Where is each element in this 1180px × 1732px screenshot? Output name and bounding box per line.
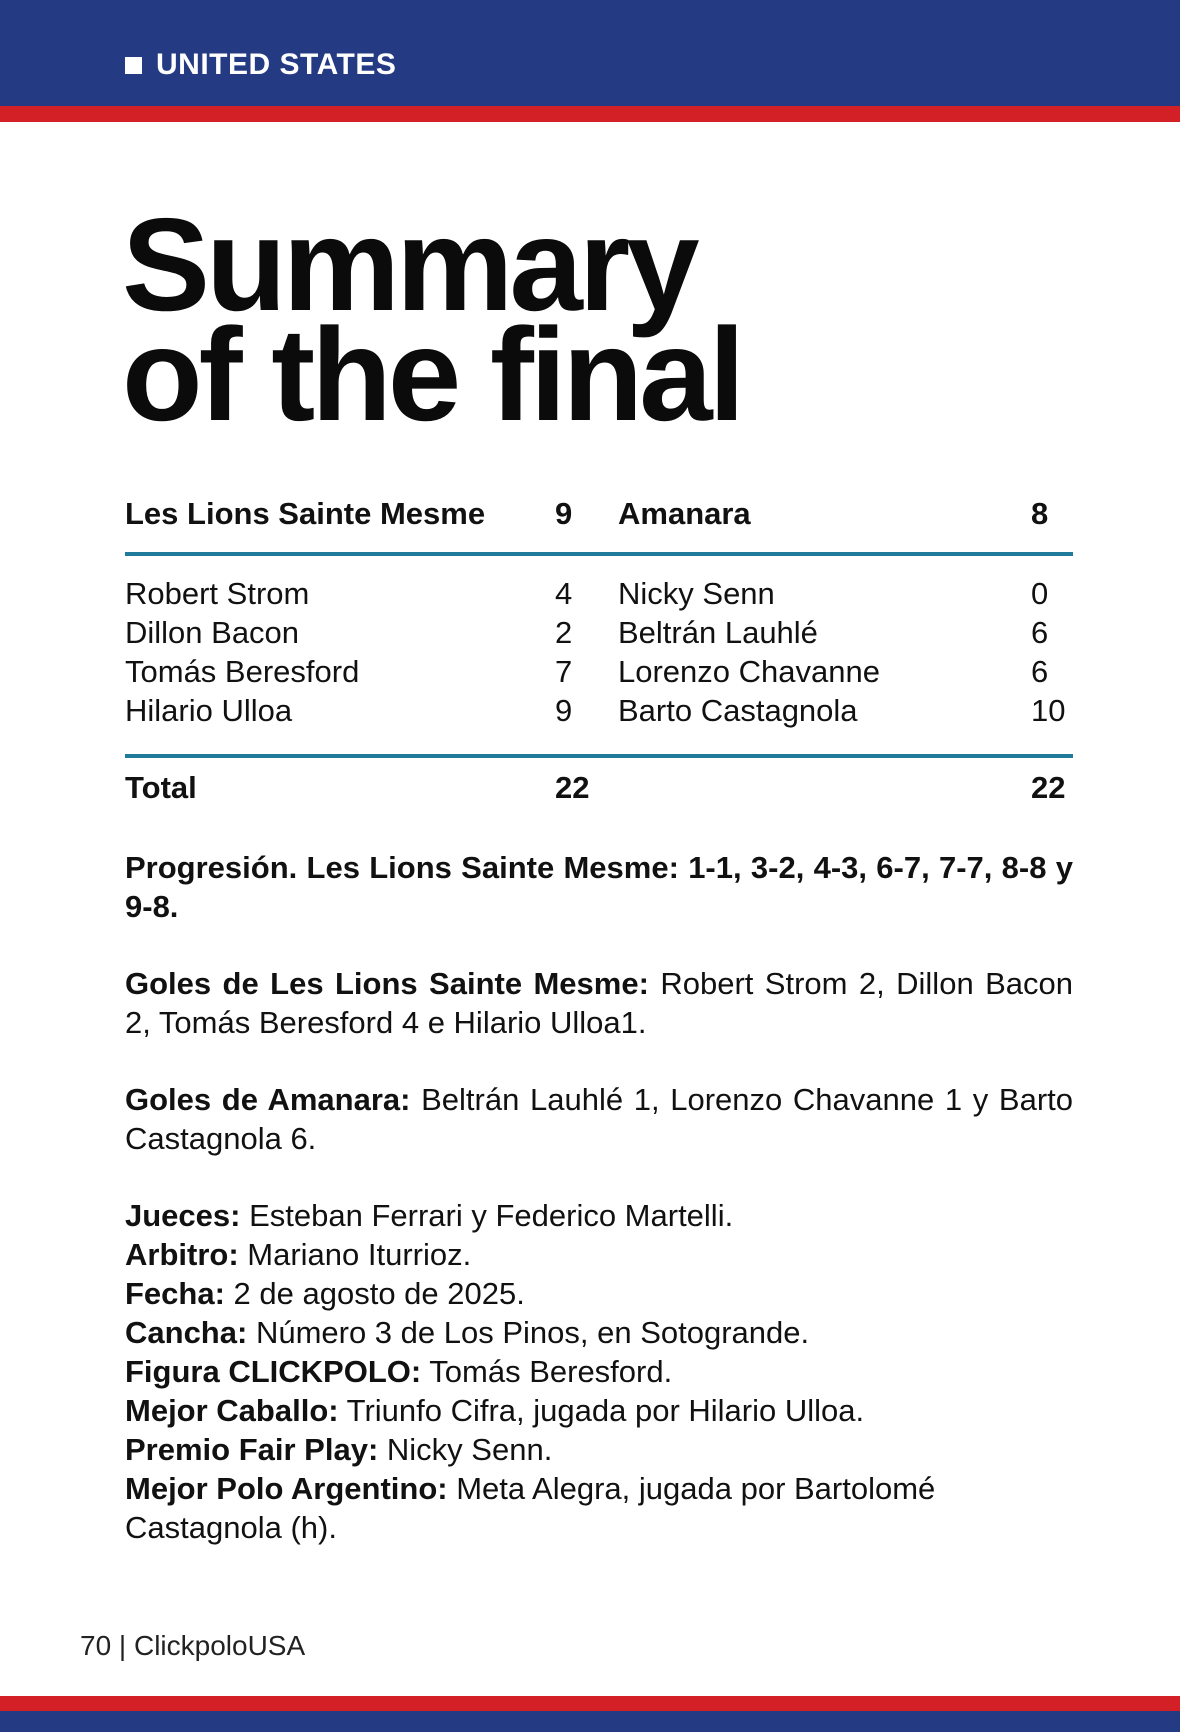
away-player-name: Beltrán Lauhlé <box>618 615 818 650</box>
total-row <box>125 770 1073 809</box>
detail-label: Mejor Caballo: <box>125 1393 339 1428</box>
section-label <box>125 48 396 82</box>
detail-label: Figura CLICKPOLO: <box>125 1354 422 1389</box>
home-player-value: 4 <box>555 576 573 611</box>
detail-line <box>125 1391 1073 1430</box>
goals-away-label: Goles de Amanara: <box>125 1082 411 1117</box>
detail-text: Esteban Ferrari y Federico Martelli. <box>249 1198 734 1233</box>
detail-label: Arbitro: <box>125 1237 239 1272</box>
detail-label: Cancha: <box>125 1315 248 1350</box>
header-red-stripe <box>0 106 1180 122</box>
detail-line <box>125 1352 1073 1391</box>
detail-line <box>125 1469 1073 1547</box>
square-bullet-icon <box>125 57 142 74</box>
progression: Progresión. Les Lions Sainte Mesme: 1-1, 3-2, 4-3, 6-7, 7-7, 8-8 y 9-8. <box>125 850 1073 924</box>
title-line-2: of the final <box>122 301 742 448</box>
away-player-name: Barto Castagnola <box>618 693 858 728</box>
home-player-value: 7 <box>555 654 573 689</box>
goals-home-label: Goles de Les Lions Sainte Mesme: <box>125 966 649 1001</box>
away-player-value: 6 <box>1031 615 1049 650</box>
home-team-name: Les Lions Sainte Mesme <box>125 496 486 531</box>
table-divider-bottom <box>125 754 1073 758</box>
home-player-name: Robert Strom <box>125 576 310 611</box>
detail-label: Premio Fair Play: <box>125 1432 379 1467</box>
detail-line <box>125 1196 1073 1235</box>
detail-text: Mariano Iturrioz. <box>247 1237 472 1272</box>
away-player-value: 6 <box>1031 654 1049 689</box>
footer-red-stripe <box>0 1696 1180 1711</box>
title-line-1: Summary <box>122 191 696 338</box>
away-player-value: 10 <box>1031 693 1066 728</box>
team-header-row <box>125 496 1073 552</box>
player-row <box>125 654 1073 693</box>
away-team-name: Amanara <box>618 496 751 531</box>
detail-label: Mejor Polo Argentino: <box>125 1471 448 1506</box>
detail-line <box>125 1313 1073 1352</box>
player-row <box>125 576 1073 615</box>
detail-text: Número 3 de Los Pinos, en Sotogrande. <box>255 1315 810 1350</box>
match-summary <box>125 848 1073 1547</box>
footer-bar <box>0 1711 1180 1732</box>
home-player-value: 9 <box>555 693 573 728</box>
away-player-name: Lorenzo Chavanne <box>618 654 880 689</box>
page-footer: 70 | ClickpoloUSA <box>80 1630 306 1661</box>
away-player-value: 0 <box>1031 576 1049 611</box>
goals-home-text: Robert Strom 2, Dillon Bacon 2, Tomás Beresford 4 e Hilario Ulloa1. <box>125 966 1073 1040</box>
home-player-name: Dillon Bacon <box>125 615 300 650</box>
home-team-score: 9 <box>555 496 573 531</box>
detail-label: Fecha: <box>125 1276 225 1311</box>
player-row <box>125 615 1073 654</box>
total-label: Total <box>125 770 197 805</box>
goals-home <box>125 964 1073 1042</box>
away-total: 22 <box>1031 770 1066 805</box>
goals-away-text: Beltrán Lauhlé 1, Lorenzo Chavanne 1 y Barto Castagnola 6. <box>125 1082 1073 1156</box>
home-player-name: Hilario Ulloa <box>125 693 293 728</box>
detail-line <box>125 1274 1073 1313</box>
detail-text: Triunfo Cifra, jugada por Hilario Ulloa. <box>346 1393 865 1428</box>
section-text: UNITED STATES <box>156 48 397 81</box>
detail-text: 2 de agosto de 2025. <box>233 1276 525 1311</box>
detail-line <box>125 1430 1073 1469</box>
away-player-name: Nicky Senn <box>618 576 775 611</box>
home-total: 22 <box>555 770 590 805</box>
home-player-name: Tomás Beresford <box>125 654 360 689</box>
goals-away <box>125 1080 1073 1158</box>
detail-label: Jueces: <box>125 1198 241 1233</box>
detail-line <box>125 1235 1073 1274</box>
detail-text: Tomás Beresford. <box>429 1354 673 1389</box>
player-row <box>125 693 1073 732</box>
page-title <box>122 191 742 448</box>
away-team-score: 8 <box>1031 496 1049 531</box>
detail-text: Meta Alegra, jugada por Bartolomé Castagnola (h). <box>125 1471 936 1545</box>
score-table <box>125 496 1073 809</box>
detail-text: Nicky Senn. <box>386 1432 553 1467</box>
home-player-value: 2 <box>555 615 573 650</box>
